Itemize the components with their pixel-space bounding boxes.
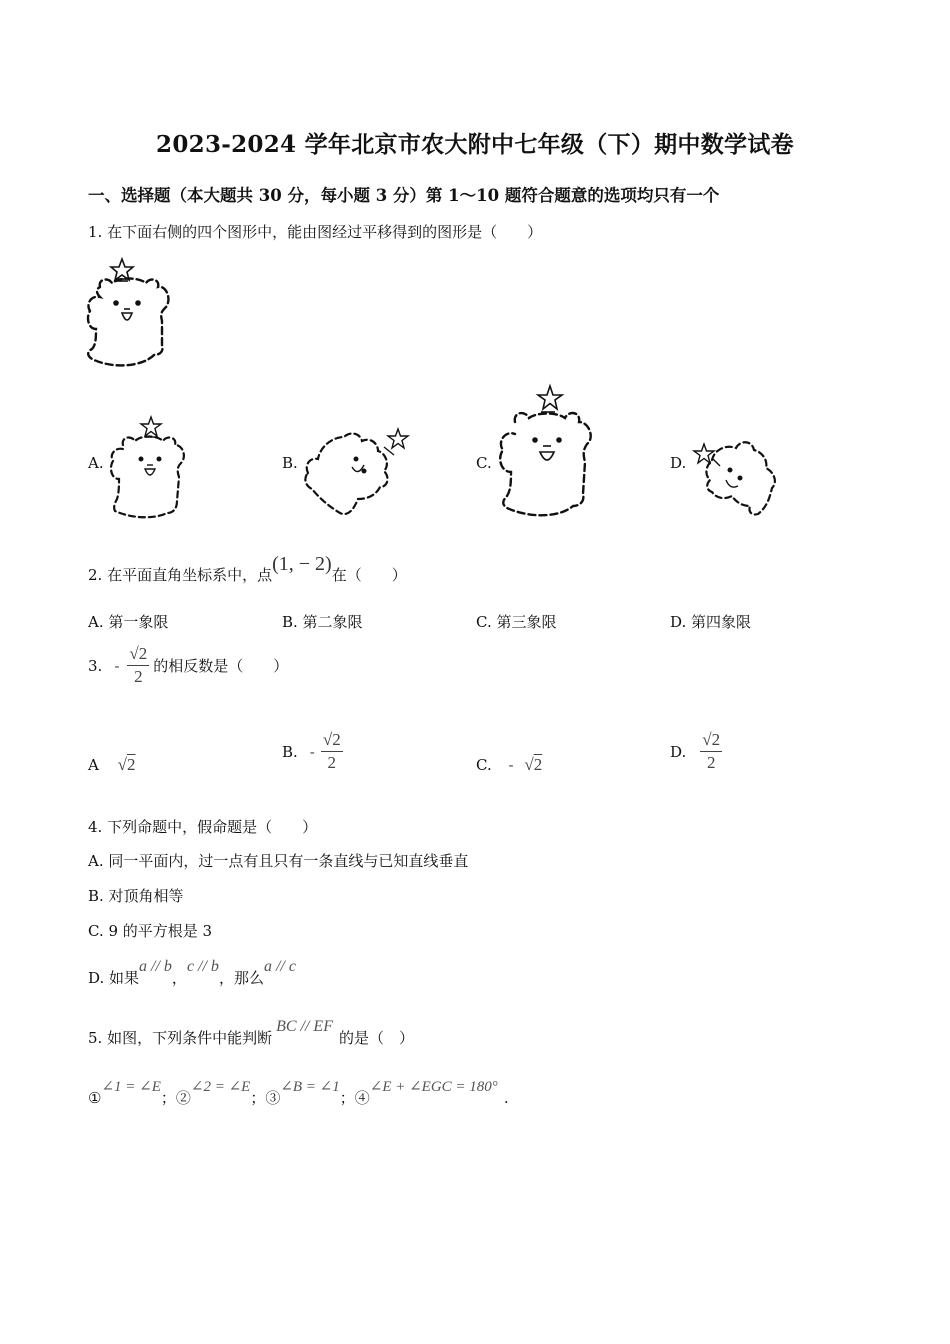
bear-option-a-figure: [107, 415, 189, 520]
q3-option-c-label: C.: [476, 756, 492, 774]
q3-option-a-label: A: [88, 756, 99, 774]
q4-option-d: [88, 958, 296, 988]
q3-option-d-fraction: [700, 730, 722, 773]
question-4-stem: 4. 下列命题中，假命题是（ ）: [88, 818, 318, 836]
q3-denominator: 2: [134, 667, 143, 686]
q3-option-c-radicand: 2: [533, 755, 543, 774]
q5-condition-2: ∠2 = ∠E: [190, 1079, 251, 1095]
question-5-stem: [88, 1018, 414, 1048]
question-3-stem: [88, 644, 288, 687]
q3-option-b-label: B.: [282, 742, 298, 761]
q3-option-c-negative-sign: -: [508, 756, 514, 774]
q3-option-a-value: [118, 755, 136, 774]
q3-option-a-radicand: 2: [126, 755, 136, 774]
q5-condition-3: ∠B = ∠1: [280, 1079, 340, 1095]
question-2-stem: [88, 553, 407, 586]
section-heading: 一、选择题（本大题共 30 分，每小题 3 分）第 1～10 题符合题意的选项均只有一个: [88, 186, 720, 205]
q5-stem-start: 5. 如图，下列条件中能判断: [88, 1029, 273, 1047]
q4-option-c: C. 9 的平方根是 3: [88, 922, 213, 940]
q3-option-c-value: [524, 755, 542, 774]
q4-math-c-parallel-b: c // b: [186, 958, 219, 975]
q2-option-d: D. 第四象限: [670, 613, 752, 631]
q3-option-c-sqrt-symbol: √: [524, 755, 534, 774]
bear-option-d-figure: [692, 430, 782, 520]
q3-option-b: [282, 730, 343, 773]
q3-option-b-fraction: [321, 730, 343, 773]
q5-stem-end: 的是（ ）: [338, 1029, 414, 1047]
q5-condition-4: ∠E + ∠EGC = 180°: [369, 1079, 498, 1095]
bear-option-c-figure: [495, 382, 600, 520]
q3-negative-sign: -: [114, 656, 120, 675]
q2-option-b: B. 第二象限: [282, 613, 363, 631]
q2-point: (1, − 2): [272, 553, 332, 575]
q4-option-b: B. 对顶角相等: [88, 887, 184, 905]
q3-option-b-negative-sign: -: [309, 742, 315, 761]
q3-sqrt-symbol: √: [129, 644, 139, 663]
q1-option-a-label: A.: [88, 454, 104, 472]
q3-option-a-sqrt-symbol: √: [117, 755, 127, 774]
q3-option-a: [88, 755, 135, 775]
q1-option-d-label: D.: [670, 454, 687, 472]
q3-option-d-denominator: 2: [706, 753, 716, 772]
q1-option-b-label: B.: [282, 454, 298, 472]
q5-separator-3: ；③: [250, 1089, 281, 1107]
q3-option-b-denominator: 2: [327, 753, 337, 772]
q3-stem-end: 的相反数是（ ）: [153, 657, 289, 675]
q3-option-d-label: D.: [670, 742, 687, 761]
q5-separator-2: ；②: [160, 1089, 191, 1107]
q4-math-a-parallel-b: a // b: [139, 958, 172, 975]
q3-option-b-sqrt-symbol: √: [322, 730, 333, 749]
q2-option-a: A. 第一象限: [88, 613, 169, 631]
page-title: 2023-2024 学年北京市农大附中七年级（下）期中数学试卷: [156, 131, 794, 158]
q3-number: 3.: [88, 656, 103, 675]
q5-end-period: .: [503, 1089, 509, 1107]
bear-option-b-figure: [298, 425, 413, 520]
q2-option-c: C. 第三象限: [476, 613, 557, 631]
q2-stem-start: 2. 在平面直角坐标系中，点: [88, 566, 273, 584]
q5-condition-1: ∠1 = ∠E: [101, 1079, 161, 1095]
q3-option-c: [476, 755, 542, 775]
q4-math-a-parallel-c: a // c: [263, 958, 296, 975]
q4-option-d-then: ，那么: [218, 969, 264, 987]
q3-option-d-radicand: 2: [711, 730, 721, 749]
q3-option-b-radicand: 2: [332, 730, 341, 749]
q4-option-d-start: D. 如果: [88, 969, 140, 987]
question-5-conditions: [88, 1079, 509, 1108]
q2-stem-end: 在（ ）: [331, 566, 407, 584]
q1-option-c-label: C.: [476, 454, 492, 472]
question-1-stem: 1. 在下面右侧的四个图形中，能由图经过平移得到的图形是（ ）: [88, 223, 543, 241]
bear-original-figure: [82, 255, 182, 375]
q5-math-bc-parallel-ef: BC // EF: [276, 1018, 333, 1035]
q3-fraction: [127, 644, 149, 687]
q3-option-d-sqrt-symbol: √: [702, 730, 712, 749]
q3-option-d: [670, 730, 722, 773]
q3-radicand: 2: [138, 644, 148, 663]
q4-comma: ，: [171, 969, 187, 987]
q5-separator-4: ；④: [339, 1089, 370, 1107]
q4-option-a: A. 同一平面内，过一点有且只有一条直线与已知直线垂直: [88, 852, 469, 870]
q5-circle-1: ①: [88, 1089, 102, 1107]
